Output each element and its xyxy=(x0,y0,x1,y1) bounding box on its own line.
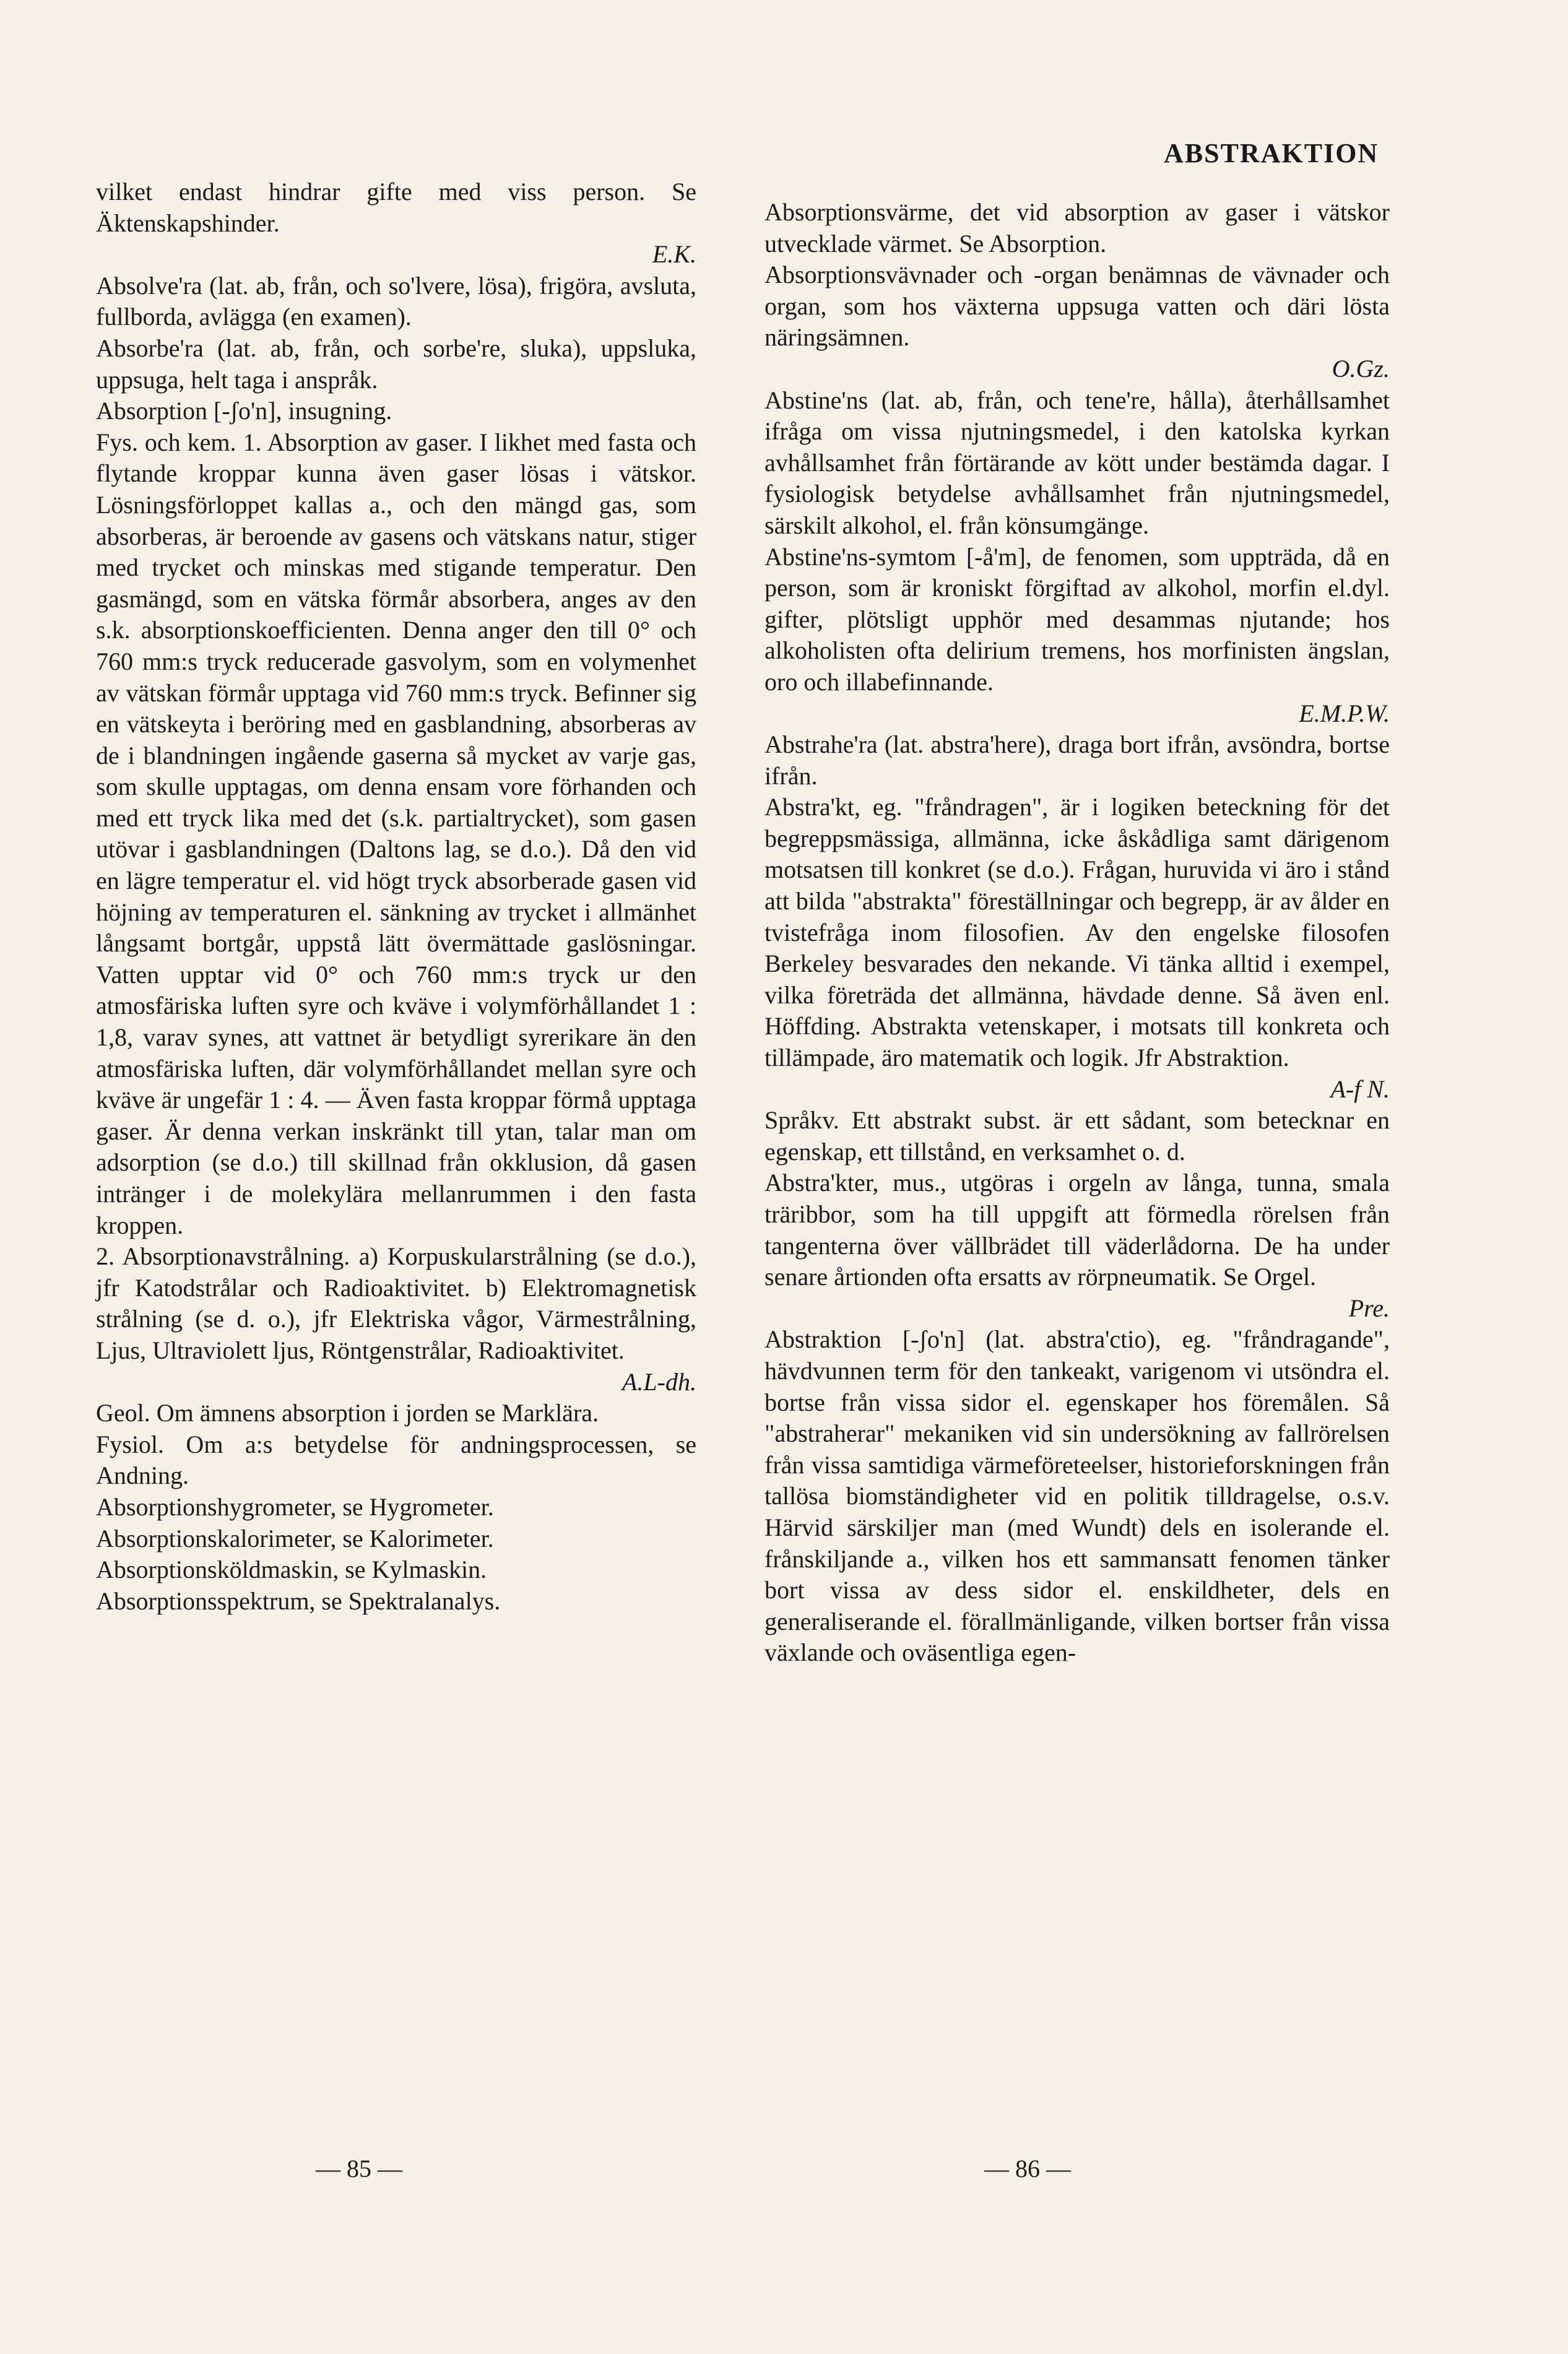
entry-abstrakt: Abstra'kt, eg. "fråndragen", är i logiken beteckning för det begreppsmässiga, allmänna, icke åskådliga samt därigenom motsatsen till konkret (se d.o.). Frågan, huruvida vi äro i stånd att bilda "abstrakta" föreställningar och begrepp, är av ålder en tvistefråga inom filosofien. Av den engelske filosofen Berkeley besvarades den nekande. Vi tänka alltid i exempel, vilka företräda det allmänna, hävdade denne. Så även enl. Höffding. Abstrakta vetenskaper, i motsats till konkreta och tillämpade, äro matematik och logik. Jfr Abstraktion. xyxy=(765,793,1390,1072)
entry-abstrahera: Abstrahe'ra (lat. abstra'here), draga bort ifrån, avsöndra, bortse ifrån. xyxy=(765,730,1390,790)
author-signature: E.M.P.W. xyxy=(1299,699,1390,727)
entry-absorption-stralning: 2. Absorptionavstrålning. a) Korpuskularstrålning (se d.o.), jfr Katodstrålar och Radioaktivitet. b) Elektromagnetisk strålning (se d. o.), jfr Elektriska vågor, Värmestrålning, Ljus, Ultraviolett ljus, Röntgenstrålar, Radioaktivitet. xyxy=(96,1242,696,1364)
author-signature: A.L-dh. xyxy=(622,1367,696,1396)
entry-abstrakt-sprakv: Språkv. Ett abstrakt subst. är ett sådant, som betecknar en egenskap, ett tillstånd, en verksamhet o. d. xyxy=(765,1106,1390,1166)
entry-absorption-geol: Geol. Om ämnens absorption i jorden se Marklära. xyxy=(96,1399,599,1427)
entry-absolvera: Absolve'ra (lat. ab, från, och so'lvere, lösa), frigöra, avsluta, fullborda, avlägga (en examen). xyxy=(96,271,696,331)
author-signature: E.K. xyxy=(652,240,696,269)
entry-absorbera: Absorbe'ra (lat. ab, från, och sorbe're, sluka), uppsluka, uppsuga, helt taga i anspråk. xyxy=(96,334,696,394)
entry-text: vilket endast hindrar gifte med viss person. Se Äktenskapshinder. xyxy=(96,178,696,237)
author-signature: O.Gz. xyxy=(1332,354,1390,383)
entry-absorption-fysiol: Fysiol. Om a:s betydelse för andningsprocessen, se Andning. xyxy=(96,1430,696,1490)
entry-absorptionskoldmaskin: Absorptionsköldmaskin, se Kylmaskin. xyxy=(96,1556,487,1584)
left-column xyxy=(96,176,696,1617)
author-signature: Pre. xyxy=(1348,1294,1390,1322)
page-number-right: — 86 — xyxy=(984,2155,1071,2183)
running-header: ABSTRAKTION xyxy=(1164,138,1379,168)
entry-absorptionshygrometer: Absorptionshygrometer, se Hygrometer. xyxy=(96,1492,494,1521)
entry-absorption: Absorption [-ʃo'n], insugning. xyxy=(96,397,392,425)
entry-abstinens-symtom: Abstine'ns-symtom [-å'm], de fenomen, som uppträda, då en person, som är kroniskt förgiftad av alkohol, morfin el.dyl. gifter, plötsligt upphör med desammas njutande; hos alkoholisten ofta delirium tremens, hos morfinisten ängslan, oro och illabefinnande. xyxy=(765,542,1390,696)
entry-absorptionskalorimeter: Absorptionskalorimeter, se Kalorimeter. xyxy=(96,1524,494,1552)
entry-absorptionsvarme: Absorptionsvärme, det vid absorption av gaser i vätskor utvecklade värmet. Se Absorption. xyxy=(765,198,1390,257)
entry-absorption-fys: Fys. och kem. 1. Absorption av gaser. I likhet med fasta och flytande kroppar kunna även gaser lösas i vätskor. Lösningsförloppet kallas a., och den mängd gas, som absorberas, är beroende av gasens och vätskans natur, stiger med trycket och minskas med stigande temperatur. Den gasmängd, som en vätska förmår absorbera, anges av den s.k. absorptionskoefficienten. Denna anger den till 0° och 760 mm:s tryck reducerade gasvolym, som en volymenhet av vätskan förmår upptaga vid 760 mm:s tryck. Befinner sig en vätskeyta i beröring med en gasblandning, absorberas av de i blandningen ingående gaserna så mycket av varje gas, som skulle upptagas, om denna ensam vore förhanden och med ett tryck lika med det (s.k. partialtrycket), som gasen utövar i gasblandningen (Daltons lag, se d.o.). Då den vid en lägre temperatur el. vid högt tryck absorberade gasen vid höjning av temperaturen el. sänkning av trycket i allmänhet långsamt bortgår, uppstå lätt övermättade gaslösningar. Vatten upptar vid 0° och 760 mm:s tryck ur den atmosfäriska luften syre och kväve i volymförhållandet 1 : 1,8, varav synes, att vattnet är betydligt syrerikare än den atmosfäriska luften, där volymförhållandet mellan syre och kväve är ungefär 1 : 4. — Även fasta kroppar förmå upptaga gaser. Är denna verkan inskränkt till ytan, talar man om adsorption (se d.o.) till skillnad från okklusion, då gasen intränger i de molekylära mellanrummen i den fasta kroppen. xyxy=(96,428,696,1239)
entry-abstrakter: Abstra'kter, mus., utgöras i orgeln av långa, tunna, smala träribbor, som ha till uppgift att förmedla rörelsen från tangenterna över vällbrädet till väderlådorna. De ha under senare årtionden ofta ersatts av rörpneumatik. Se Orgel. xyxy=(765,1169,1390,1291)
entry-abstinens: Abstine'ns (lat. ab, från, och tene're, hålla), återhållsamhet ifråga om vissa njutningsmedel, i den katolska kyrkan avhållsamhet från förtärande av kött under bestämda dagar. I fysiologisk betydelse avhållsamhet från njutningsmedel, särskilt alkohol, el. från könsumgänge. xyxy=(765,386,1390,539)
page-number-left: — 85 — xyxy=(316,2155,402,2183)
entry-abstraktion: Abstraktion [-ʃo'n] (lat. abstra'ctio), eg. "fråndragande", hävdvunnen term för den tankeakt, varigenom vi utsöndra el. bortse från vissa sidor el. egenskaper hos föremålen. Så "abstraherar" mekaniken vid sin undersökning av fallrörelsen från vissa samtidiga värmeföreteelser, historieforskningen från tallösa biomständigheter vid en politik tilldragelse, o.s.v. Härvid särskiljer man (med Wundt) dels en isolerande el. frånskiljande a., vilken hos ett sammansatt fenomen tänker bort vissa av dess sidor el. enskildheter, dels en generaliserande el. förallmänligande, vilken bortser från vissa växlande och oväsentliga egen- xyxy=(765,1325,1390,1667)
entry-absorptionsspektrum: Absorptionsspektrum, se Spektralanalys. xyxy=(96,1586,501,1615)
entry-absorptionsvavnader: Absorptionsvävnader och -organ benämnas de vävnader och organ, som hos växterna uppsuga vatten och däri lösta näringsämnen. xyxy=(765,261,1390,352)
author-signature: A-f N. xyxy=(1330,1075,1390,1103)
right-column xyxy=(765,197,1390,1669)
